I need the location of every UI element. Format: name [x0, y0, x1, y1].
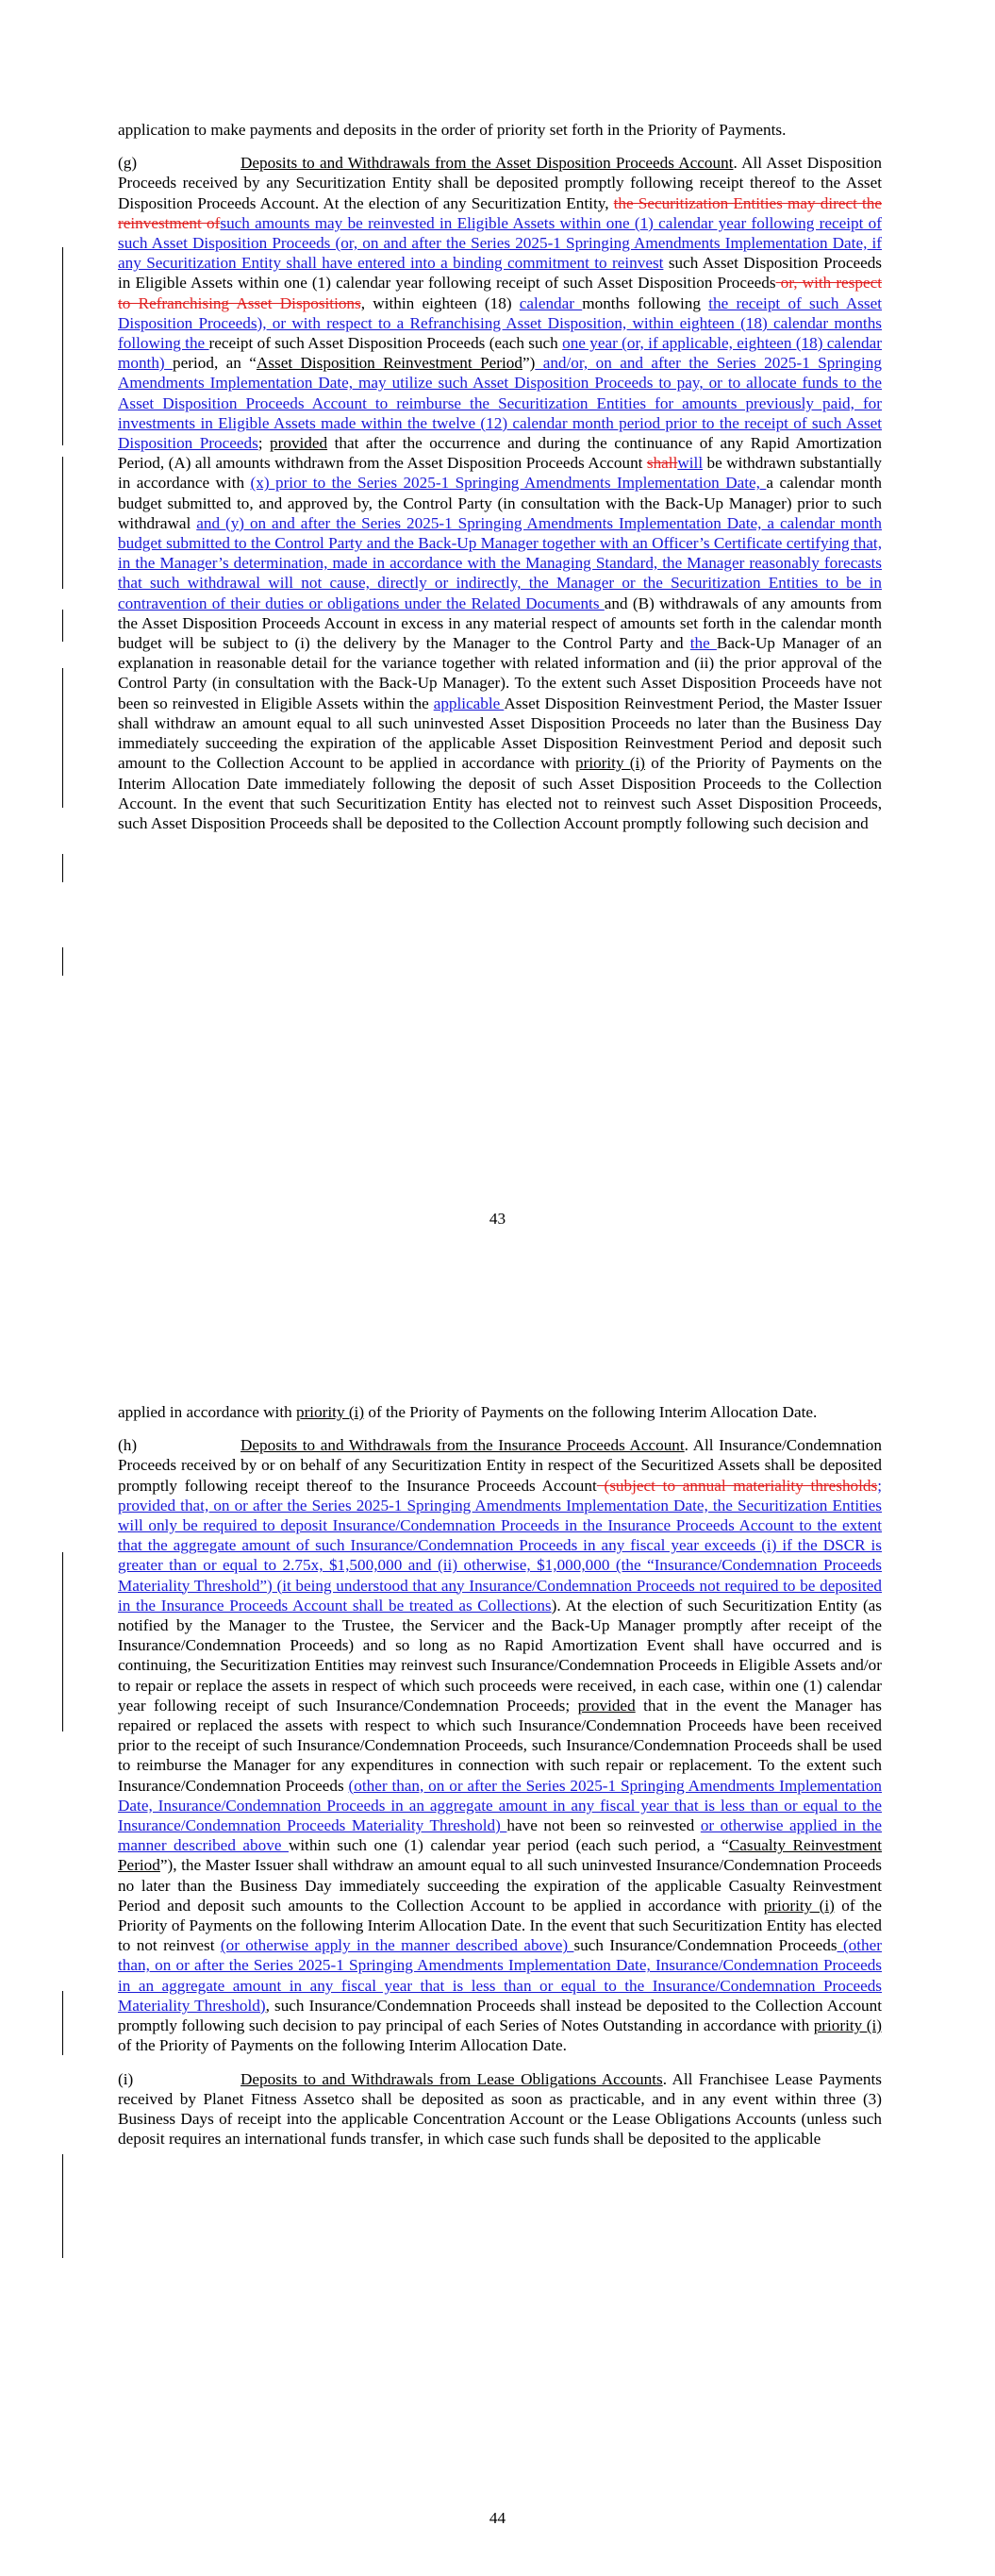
inserted-text: the receipt of such Asset Disposition Proceeds), or with respect to a Refranchising Asset Disposition, within eighteen (18) calendar months following the [118, 293, 883, 353]
text-run: applied in accordance with [118, 1403, 296, 1421]
text-run: such Insurance/Condemnation Proceeds [573, 1936, 837, 1955]
deleted-text: shall [646, 454, 678, 473]
section-g-marker-box [118, 153, 240, 173]
text-run: of the Priority of Payments on the following Interim Allocation Date. [118, 2036, 567, 2055]
text-run: that after the occurrence and during the continuance of any Rapid Amortization Period, (A) all amounts withdrawn from the Asset Disposition Proceeds Account [118, 434, 882, 473]
change-bar [62, 610, 63, 642]
change-bar [62, 668, 63, 808]
page-44 [0, 1288, 995, 2576]
section-g-marker: (g) [118, 154, 138, 173]
section-h-marker-box [118, 1435, 240, 1455]
text-run: period, an “ [173, 354, 257, 373]
section-g-heading: Deposits to and Withdrawals from the Asset Disposition Proceeds Account [240, 154, 734, 173]
section-g-paragraph [118, 153, 882, 833]
inserted-text: (x) prior to the Series 2025-1 Springing Amendments Implementation Date, [250, 474, 767, 493]
inserted-text: or otherwise applied in the manner described above [118, 1816, 883, 1855]
text-run: ; [257, 434, 271, 453]
change-bar [62, 1552, 63, 1731]
inserted-text: ; provided that, on or after the Series 2025-1 Springing Amendments Implementation Date, the Securitization Entities will only be required to deposit Insurance/Condemnation Proceeds in the Insurance Proceeds Account to the extent that the aggregate amount of such Insurance/Condemnation Proceeds in any fiscal year exceeds (i) if the DSCR is greater than or equal to 2.75x, $1,500,000 and (ii) otherwise, $1,000,000 (the “Insurance/Condemnation Proceeds Materiality Threshold”) (it being understood that any Insurance/Condemnation Proceeds not required to be deposited in the Insurance Proceeds Account shall be treated as Collections [118, 1476, 882, 1614]
intro-paragraph: application to make payments and deposits in the order of priority set forth in the Priority of Payments. [118, 121, 787, 139]
text-run: Asset Disposition Reinvestment Period, the Master Issuer shall withdraw an amount equal to all such uninvested Asset Disposition Proceeds no later than the Business Day immediately succeeding the expiration of the applicable Asset Disposition Reinvestment Period and deposit such amount to the Collection Account to be applied in accordance with [118, 694, 883, 773]
inserted-text: (or otherwise apply in the manner described above) [220, 1936, 574, 1955]
deleted-text: or, with respect to Refranchising Asset Dispositions [118, 274, 882, 312]
text-run: ”) [522, 354, 536, 373]
priority-reference: priority (i) [295, 1403, 365, 1421]
deleted-text: (subject to annual materiality thresholds [596, 1476, 878, 1495]
text-run: a calendar month budget submitted to, and approved by, the Control Party (in consultation with the Back-Up Manager) prior to such withdrawal [118, 474, 883, 532]
inserted-text: the [689, 634, 717, 653]
inserted-text: and/or, on and after the Series 2025-1 Springing Amendments Implementation Date, may utilize such Asset Disposition Proceeds to pay, or to allocate funds to the Asset Disposition Proceeds Account to reimburse the Securitization Entities for amounts previously paid, for investments in Eligible Assets made within the twelve (12) calendar month period prior to the receipt of such Asset Disposition Proceeds [118, 354, 882, 453]
change-bar [62, 2154, 63, 2258]
text-run: . All Insurance/Condemnation Proceeds received by or on behalf of any Securitization Entity in respect of the Securitized Assets shall be deposited promptly following receipt thereof to the Insurance Proceeds Account [118, 1436, 882, 1495]
text-run: be withdrawn substantially in accordance with [118, 454, 883, 493]
inserted-text: (other than, on or after the Series 2025-1 Springing Amendments Implementation Date, Insurance/Condemnation Proceeds in an aggregate amount in any fiscal year that is less than or equal to the Insurance/Condemnation Proceeds Materiality Threshold) [118, 1776, 883, 1835]
deleted-text: the Securitization Entities may direct the reinvestment of [118, 193, 882, 232]
text-run: months following [582, 293, 709, 312]
change-bar [62, 947, 63, 976]
page-number: 44 [489, 2509, 506, 2527]
priority-reference: priority (i) [813, 2016, 883, 2035]
section-h-paragraph [118, 1435, 882, 2055]
text-run: of the Priority of Payments on the Interim Allocation Date immediately following the deposit of such Asset Disposition Proceeds to the Collection Account. In the event that such Securitization Entity has elected not to reinvest such Asset Disposition Proceeds, such Asset Disposition Proceeds shall be deposited to the Collection Account promptly following such decision and [118, 754, 883, 832]
inserted-text: one year (or, if applicable, eighteen (18) calendar month) [118, 334, 883, 373]
section-h-marker: (h) [118, 1436, 138, 1455]
section-h-heading: Deposits to and Withdrawals from the Insurance Proceeds Account [240, 1436, 685, 1455]
defined-term: Asset Disposition Reinvestment Period [256, 354, 522, 373]
text-run: ”), the Master Issuer shall withdraw an amount equal to all such uninvested Insurance/Condemnation Proceeds no later than the Business Day immediately succeeding the expiration of the applicable Casualty Reinvestment Period and deposit such amounts to the Collection Account to be applied in accordance with [118, 1856, 882, 1915]
priority-reference: priority (i) [575, 754, 646, 773]
page-44-body [118, 1402, 882, 2162]
inserted-text: such amounts may be reinvested in Eligible Assets within one (1) calendar year following receipt of such Asset Disposition Proceeds (or, on and after the Series 2025-1 Springing Amendments Implementation Date, if any Securitization Entity shall have entered into a binding commitment to reinvest [118, 213, 882, 273]
provided-term: provided [270, 434, 328, 453]
text-run: that in the event the Manager has repaired or replaced the assets with respect to which such Insurance/Condemnation Proceeds have been received prior to the receipt of such Insurance/Condemnation Proceeds, such Insurance/Condemnation Proceeds shall be used to reimburse the Manager for any expenditures in connection with such repair or replacement. To the extent such Insurance/Condemnation Proceeds [118, 1696, 882, 1795]
text-run: , within eighteen (18) [360, 293, 520, 312]
change-bar [62, 1991, 63, 2055]
continuation-paragraph [118, 1402, 882, 1422]
section-i-marker-box [118, 2069, 240, 2089]
change-bar [62, 247, 63, 445]
text-run: and (B) withdrawals of any amounts from the Asset Disposition Proceeds Account in excess in any material respect of amounts set forth in the calendar month budget will be subject to (i) the delivery by the Manager to the Control Party and [118, 594, 882, 653]
page-43-body [118, 120, 882, 846]
inserted-text: and (y) on and after the Series 2025-1 Springing Amendments Implementation Date, a calendar month budget submitted to the Control Party and the Back-Up Manager together with an Officer’s Certificate certifying that, in the Manager’s determination, made in accordance with the Managing Standard, the Manager reasonably forecasts that such withdrawal will not cause, directly or indirectly, the Manager or the Securitization Entities to be in contravention of their duties or obligations under the Related Documents [118, 513, 883, 612]
text-run: Back-Up Manager of an explanation in reasonable detail for the variance together with related information and (ii) the prior approval of the Control Party (in consultation with the Back-Up Manager). To the extent such Asset Disposition Proceeds have not been so reinvested in Eligible Assets within the [118, 634, 882, 712]
change-bar [62, 854, 63, 882]
priority-reference: priority (i) [763, 1896, 835, 1915]
inserted-text: calendar [519, 293, 583, 312]
text-run: ). At the election of such Securitization Entity (as notified by the Manager to the Trustee, the Servicer and the Back-Up Manager promptly after receipt of the Insurance/Condemnation Proceeds) and so long as no Rapid Amortization Event shall have occurred and is continuing, the Securitization Entities may reinvest such Insurance/Condemnation Proceeds in Eligible Assets and/or to repair or replace the assets in respect of which such proceeds were received, in each case, within one (1) calendar year following receipt of such Insurance/Condemnation Proceeds; [118, 1596, 882, 1715]
text-run: of the Priority of Payments on the following Interim Allocation Date. In the event that such Securitization Entity has elected to not reinvest [118, 1896, 883, 1955]
text-run: have not been so reinvested [506, 1816, 701, 1835]
text-run: within such one (1) calendar year period (each such period, a “ [288, 1836, 729, 1855]
inserted-text: applicable [433, 694, 505, 712]
section-i-paragraph [118, 2069, 882, 2149]
text-run: . All Asset Disposition Proceeds received by any Securitization Entity shall be deposited promptly following receipt thereof to the Asset Disposition Proceeds Account. At the election of any Securitization Entity, [118, 154, 882, 212]
provided-term: provided [577, 1696, 636, 1715]
text-run: . All Franchisee Lease Payments received by Planet Fitness Assetco shall be deposited as soon as practicable, and in any event within three (3) Business Days of receipt into the applicable Concentration Account or the Lease Obligations Accounts (unless such deposit requires an international funds transfer, in which case such funds shall be deposited to the applicable [118, 2069, 882, 2149]
text-run: , such Insurance/Condemnation Proceeds shall instead be deposited to the Collection Account promptly following such decision to pay principal of each Series of Notes Outstanding in accordance with [118, 1996, 882, 2035]
section-i-heading: Deposits to and Withdrawals from Lease Obligations Accounts [240, 2069, 663, 2088]
page-number: 43 [489, 1210, 506, 1228]
defined-term: Casualty Reinvestment Period [118, 1836, 882, 1875]
text-run: receipt of such Asset Disposition Proceeds (each such [208, 334, 563, 353]
section-i-marker: (i) [118, 2069, 134, 2088]
text-run: of the Priority of Payments on the following Interim Allocation Date. [364, 1403, 818, 1421]
change-bar [62, 457, 63, 589]
text-run: such Asset Disposition Proceeds in Eligible Assets within one (1) calendar year following receipt of such Asset Disposition Proceeds [118, 254, 882, 293]
inserted-text: (other than, on or after the Series 2025-1 Springing Amendments Implementation Date, Insurance/Condemnation Proceeds in an aggregate amount in any fiscal year that is less than or equal to the Insurance/Condemnation Proceeds Materiality Threshold) [118, 1936, 882, 2015]
inserted-text: will [677, 454, 704, 473]
